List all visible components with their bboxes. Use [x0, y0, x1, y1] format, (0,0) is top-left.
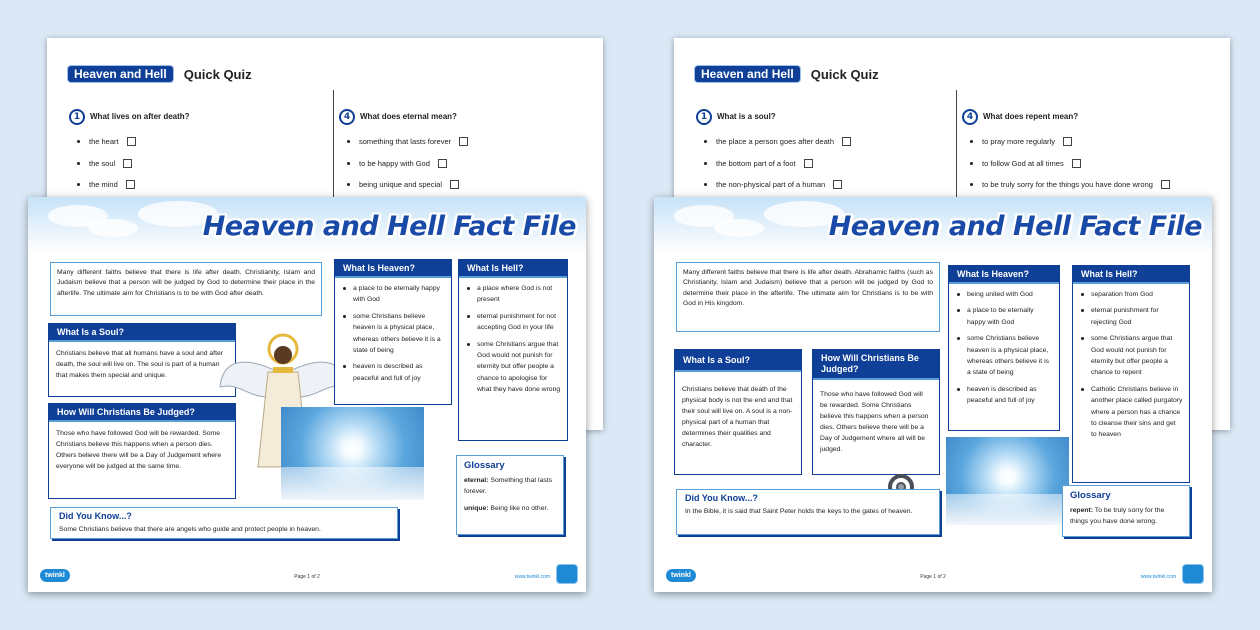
intro-text: Many different faiths believe that there is life after death. Christianity, Islam and Judaism believe that a person will be judged by God to determine their place in the afterlife. The ultimate aim for Christians is to be with God after death. — [57, 269, 315, 297]
hell-box — [1072, 265, 1190, 483]
page-number: Page 1 of 2 — [920, 574, 946, 580]
page-number: Page 1 of 2 — [294, 574, 320, 580]
quiz-option: to be truly sorry for the things you have done wrong — [962, 174, 1170, 196]
heaven-box — [334, 259, 452, 405]
heaven-item: some Christians believe heaven is a physical place, whereas others believe it is a state of being — [341, 311, 445, 357]
soul-text: Christians believe that all humans have a soul and after death, the soul will live on. The soul is part of a human that makes them special and unique. — [56, 350, 223, 379]
hell-item: eternal punishment for rejecting God — [1079, 305, 1183, 328]
hell-heading: What Is Hell? — [1073, 266, 1189, 284]
soul-heading: What Is a Soul? — [49, 324, 235, 342]
checkbox[interactable] — [450, 180, 459, 189]
glossary-item: eternal: Something that lasts forever. — [464, 477, 553, 495]
hell-item: some Christians argue that God would not punish for eternity but offer people a chance to repent — [1079, 333, 1183, 379]
fact-file-title: Heaven and Hell Fact File — [828, 211, 1202, 242]
checkbox[interactable] — [438, 159, 447, 168]
heaven-item: heaven is described as peaceful and full of joy — [955, 384, 1053, 407]
checkbox[interactable] — [126, 180, 135, 189]
checkbox[interactable] — [842, 137, 851, 146]
heaven-sky-image — [946, 437, 1069, 525]
heaven-box — [948, 265, 1060, 431]
question-text: What does eternal mean? — [360, 112, 457, 121]
quiz-option: the bottom part of a foot — [696, 153, 851, 175]
site-url[interactable]: www.twinkl.com — [1140, 574, 1176, 580]
did-you-know-box — [676, 489, 940, 535]
quiz-option: to be happy with God — [339, 153, 468, 175]
hell-item: a place where God is not present — [465, 283, 561, 306]
heaven-item: heaven is described as peaceful and full of joy — [341, 361, 445, 384]
quiz-option: being unique and special — [339, 174, 468, 196]
question-number: 4 — [339, 109, 355, 125]
quiz-title: Quick Quiz — [183, 66, 252, 82]
footer — [28, 558, 586, 592]
checkbox[interactable] — [1072, 159, 1081, 168]
glossary-item: repent: To be truly sorry for the things you have done wrong. — [1070, 507, 1165, 525]
checkbox[interactable] — [127, 137, 136, 146]
heaven-item: being united with God — [955, 289, 1053, 300]
quiz-option: the non-physical part of a human — [696, 174, 851, 196]
quiz-question-1 — [696, 106, 851, 196]
glossary-item: unique: Being like no other. — [464, 505, 549, 512]
heaven-item: a place to be eternally happy with God — [955, 305, 1053, 328]
judged-heading: How Will Christians Be Judged? — [813, 350, 939, 380]
heaven-item: some Christians believe heaven is a physical place, whereas others believe it is a state of being — [955, 333, 1053, 379]
hell-heading: What Is Hell? — [459, 260, 567, 278]
judged-text: Those who have followed God will be rewarded. Some Christians believe this happens when a person dies. Others believe there will be a Day of Judgement where all will be judged. — [820, 391, 929, 453]
checkbox[interactable] — [1161, 180, 1170, 189]
quiz-header — [67, 65, 252, 83]
intro-box — [50, 262, 322, 316]
checkbox[interactable] — [123, 159, 132, 168]
soul-heading: What Is a Soul? — [675, 350, 801, 372]
did-you-know-text: Some Christians believe that there are angels who guide and protect people in heaven. — [59, 526, 321, 533]
judged-box — [812, 349, 940, 475]
quiz-question-1 — [69, 106, 190, 196]
did-you-know-heading: Did You Know...? — [59, 511, 132, 521]
heaven-item: a place to be eternally happy with God — [341, 283, 445, 306]
quiz-option: to pray more regularly — [962, 131, 1170, 153]
twinkl-logo: twinkl — [666, 569, 696, 582]
heaven-heading: What Is Heaven? — [335, 260, 451, 278]
checkbox[interactable] — [1063, 137, 1072, 146]
intro-box — [676, 262, 940, 332]
checkbox[interactable] — [833, 180, 842, 189]
heaven-heading: What Is Heaven? — [949, 266, 1059, 284]
question-text: What is a soul? — [717, 112, 776, 121]
hell-item: some Christians argue that God would not punish for eternity but offer people a chance to apologise for what they have done wrong — [465, 339, 561, 396]
hell-item: eternal punishment for not accepting God in your life — [465, 311, 561, 334]
quiz-title: Quick Quiz — [810, 66, 879, 82]
footer — [654, 558, 1212, 592]
quiz-header — [694, 65, 879, 83]
heaven-sky-image — [281, 407, 424, 500]
did-you-know-box — [50, 507, 398, 539]
quiz-option: to follow God at all times — [962, 153, 1170, 175]
glossary-box — [1062, 485, 1190, 537]
question-number: 4 — [962, 109, 978, 125]
fact-file-left — [28, 197, 586, 592]
checkbox[interactable] — [459, 137, 468, 146]
badge-icon — [1182, 564, 1204, 584]
quiz-pill: Heaven and Hell — [694, 65, 801, 83]
quiz-option: the soul — [69, 153, 190, 175]
judged-box — [48, 403, 236, 499]
checkbox[interactable] — [804, 159, 813, 168]
soul-box — [48, 323, 236, 397]
intro-text: Many different faiths believe that there is life after death. Abrahamic faiths (such as Christianity, Islam and Judaism) believe that a person will be judged by God to determine their place in the afterlife. The ultimate aim for Christians is to be with God in His kingdom. — [683, 269, 933, 307]
did-you-know-text: In the Bible, it is said that Saint Peter holds the keys to the gates of heaven. — [685, 508, 913, 515]
quiz-option: the place a person goes after death — [696, 131, 851, 153]
quiz-option: the mind — [69, 174, 190, 196]
quiz-option: something that lasts forever — [339, 131, 468, 153]
question-text: What does repent mean? — [983, 112, 1079, 121]
soul-box — [674, 349, 802, 475]
twinkl-logo: twinkl — [40, 569, 70, 582]
badge-icon — [556, 564, 578, 584]
site-url[interactable]: www.twinkl.com — [514, 574, 550, 580]
judged-heading: How Will Christians Be Judged? — [49, 404, 235, 422]
glossary-heading: Glossary — [464, 460, 505, 471]
question-number: 1 — [69, 109, 85, 125]
hell-item: separation from God — [1079, 289, 1183, 300]
hell-box — [458, 259, 568, 441]
fact-file-title: Heaven and Hell Fact File — [202, 211, 576, 242]
fact-file-right — [654, 197, 1212, 592]
question-number: 1 — [696, 109, 712, 125]
did-you-know-heading: Did You Know...? — [685, 493, 758, 503]
quiz-pill: Heaven and Hell — [67, 65, 174, 83]
glossary-box — [456, 455, 564, 535]
hell-item: Catholic Christians believe in another place called purgatory where a person has a chance to cleanse their sins and get to heaven — [1079, 384, 1183, 441]
glossary-heading: Glossary — [1070, 490, 1111, 501]
quiz-option: the heart — [69, 131, 190, 153]
soul-text: Christians believe that death of the physical body is not the end and that their soul will live on. A soul is a non-physical part of a human that determines their qualities and character. — [682, 386, 793, 448]
judged-text: Those who have followed God will be rewarded. Some Christians believe this happens when a person dies. Others believe there will be a Day of Judgement where everyone will be judged at the same time. — [56, 430, 222, 470]
question-text: What lives on after death? — [90, 112, 190, 121]
